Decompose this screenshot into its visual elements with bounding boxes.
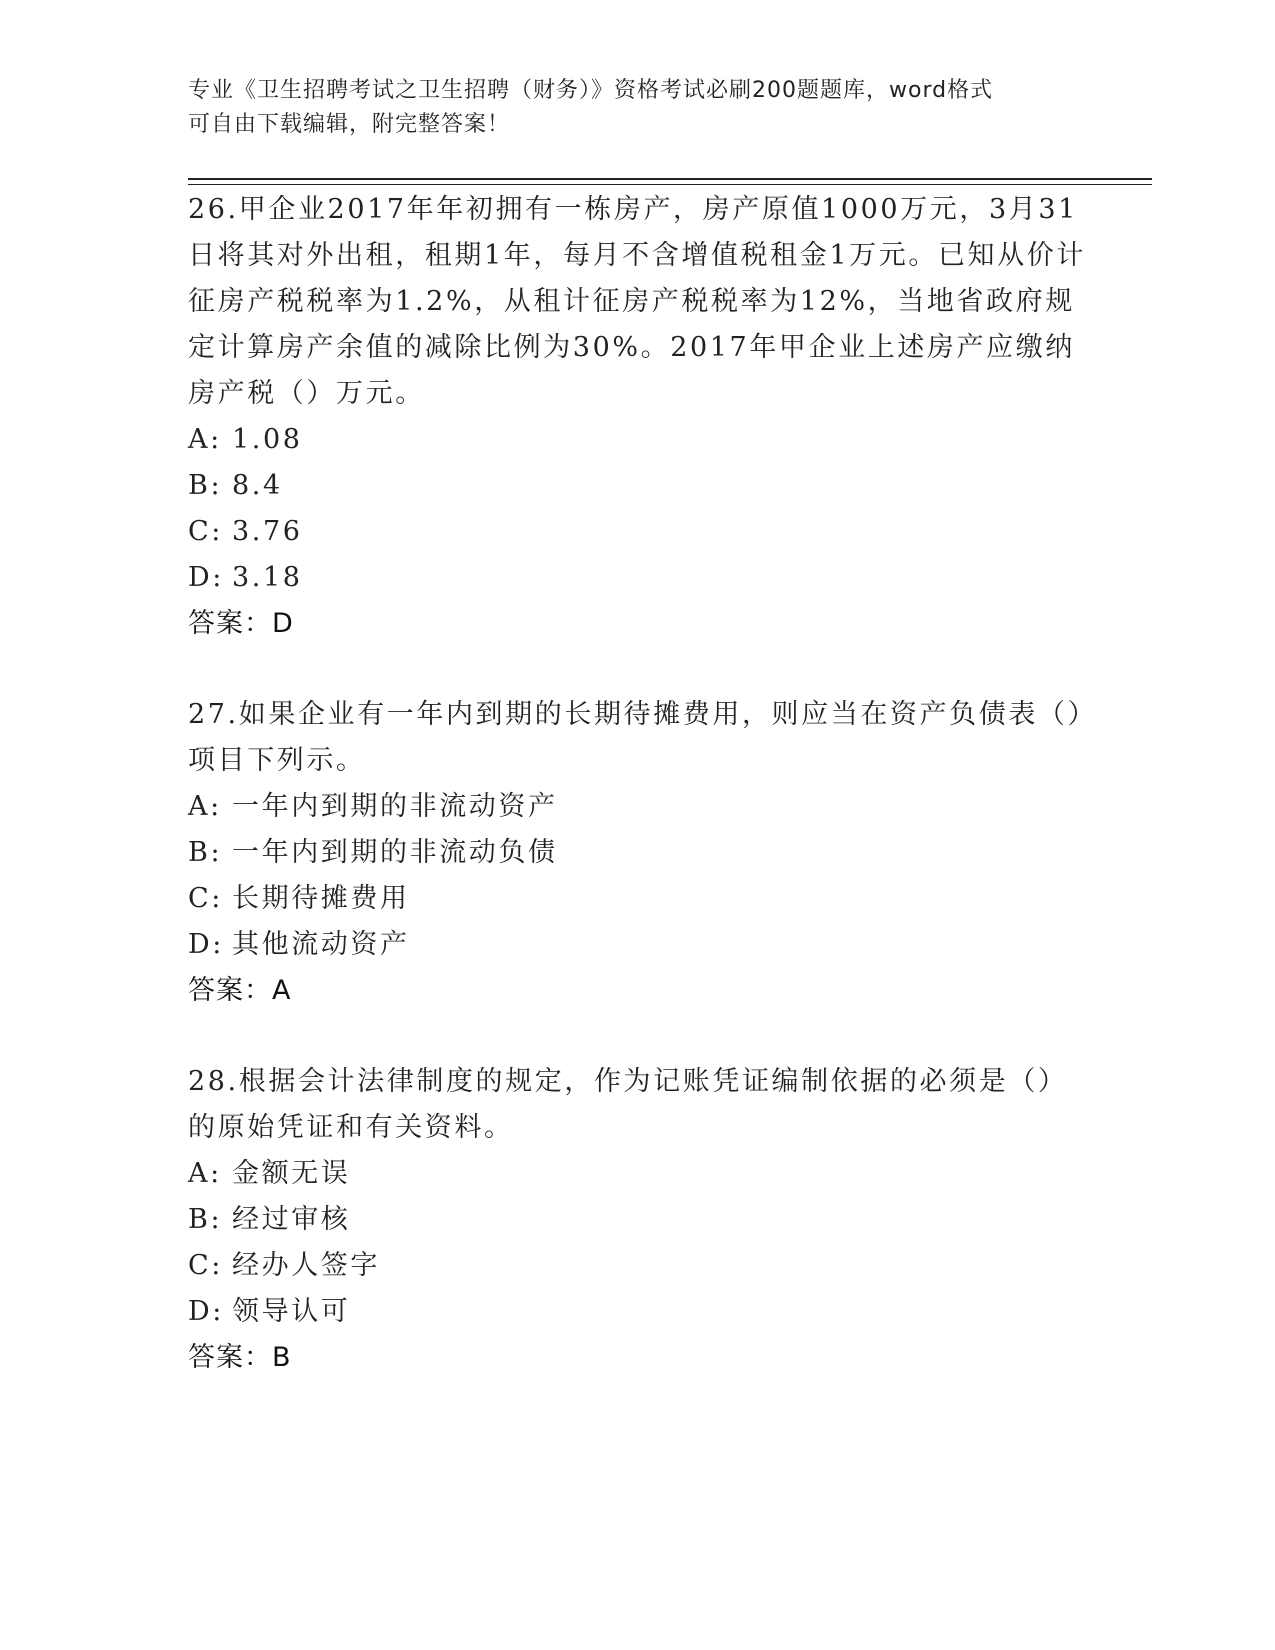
option-letter: D: [188,929,224,960]
answer-line: 答案：A [188,975,292,1006]
option-text: 长期待摊费用 [232,883,410,914]
option-text: 一年内到期的非流动资产 [232,791,558,822]
option-b [188,1197,1088,1243]
option-a [188,1151,1088,1197]
option-b [188,463,1088,509]
option-letter: C: [188,516,223,547]
option-b [188,830,1088,876]
option-d [188,922,1088,968]
option-a [188,784,1088,830]
answer-line: 答案：D [188,608,294,639]
option-text: 一年内到期的非流动负债 [232,837,558,868]
question-text: 28.根据会计法律制度的规定，作为记账凭证编制依据的必须是（）的原始凭证和有关资料。 [188,1066,1068,1143]
option-c [188,1243,1088,1289]
option-text: 3.18 [232,562,303,593]
header-rule-thin [188,184,1152,185]
option-letter: B: [188,837,223,868]
header-line-1: 专业《卫生招聘考试之卫生招聘（财务）》资格考试必刷200题题库，word格式 [188,78,994,103]
option-d [188,555,1088,601]
option-letter: D: [188,1296,224,1327]
answer-line: 答案：B [188,1342,292,1373]
option-letter: C: [188,883,223,914]
option-a [188,417,1088,463]
option-letter: C: [188,1250,223,1281]
option-text: 经过审核 [232,1204,351,1235]
option-letter: D: [188,562,224,593]
option-text: 经办人签字 [232,1250,380,1281]
question-27 [188,692,1088,1014]
option-text: 8.4 [232,470,283,501]
option-d [188,1289,1088,1335]
option-letter: A: [188,791,222,822]
header-line-2: 可自由下载编辑，附完整答案！ [188,112,511,137]
question-list [188,187,1088,1381]
option-text: 金额无误 [232,1158,351,1189]
question-28 [188,1059,1088,1381]
question-text: 27.如果企业有一年内到期的长期待摊费用，则应当在资产负债表（）项目下列示。 [188,699,1084,776]
option-text: 1.08 [232,424,303,455]
option-text: 其他流动资产 [232,929,410,960]
question-text: 26.甲企业2017年年初拥有一栋房产，房产原值1000万元，3月31日将其对外出租，租期1年，每月不含增值税租金1万元。已知从价计征房产税税率为1.2%，从租计征房产税税率为12%，当地省政府规定计算房产余值的减除比例为30%。2017年甲企业上述房产应缴纳房产税（）万元。 [188,194,1086,409]
question-26 [188,187,1088,647]
option-c [188,509,1088,555]
option-text: 领导认可 [232,1296,351,1327]
option-letter: A: [188,1158,222,1189]
option-c [188,876,1088,922]
option-text: 3.76 [232,516,303,547]
option-letter: A: [188,424,222,455]
document-header [188,74,1088,142]
header-rule-thick [188,178,1152,180]
option-letter: B: [188,1204,223,1235]
option-letter: B: [188,470,223,501]
